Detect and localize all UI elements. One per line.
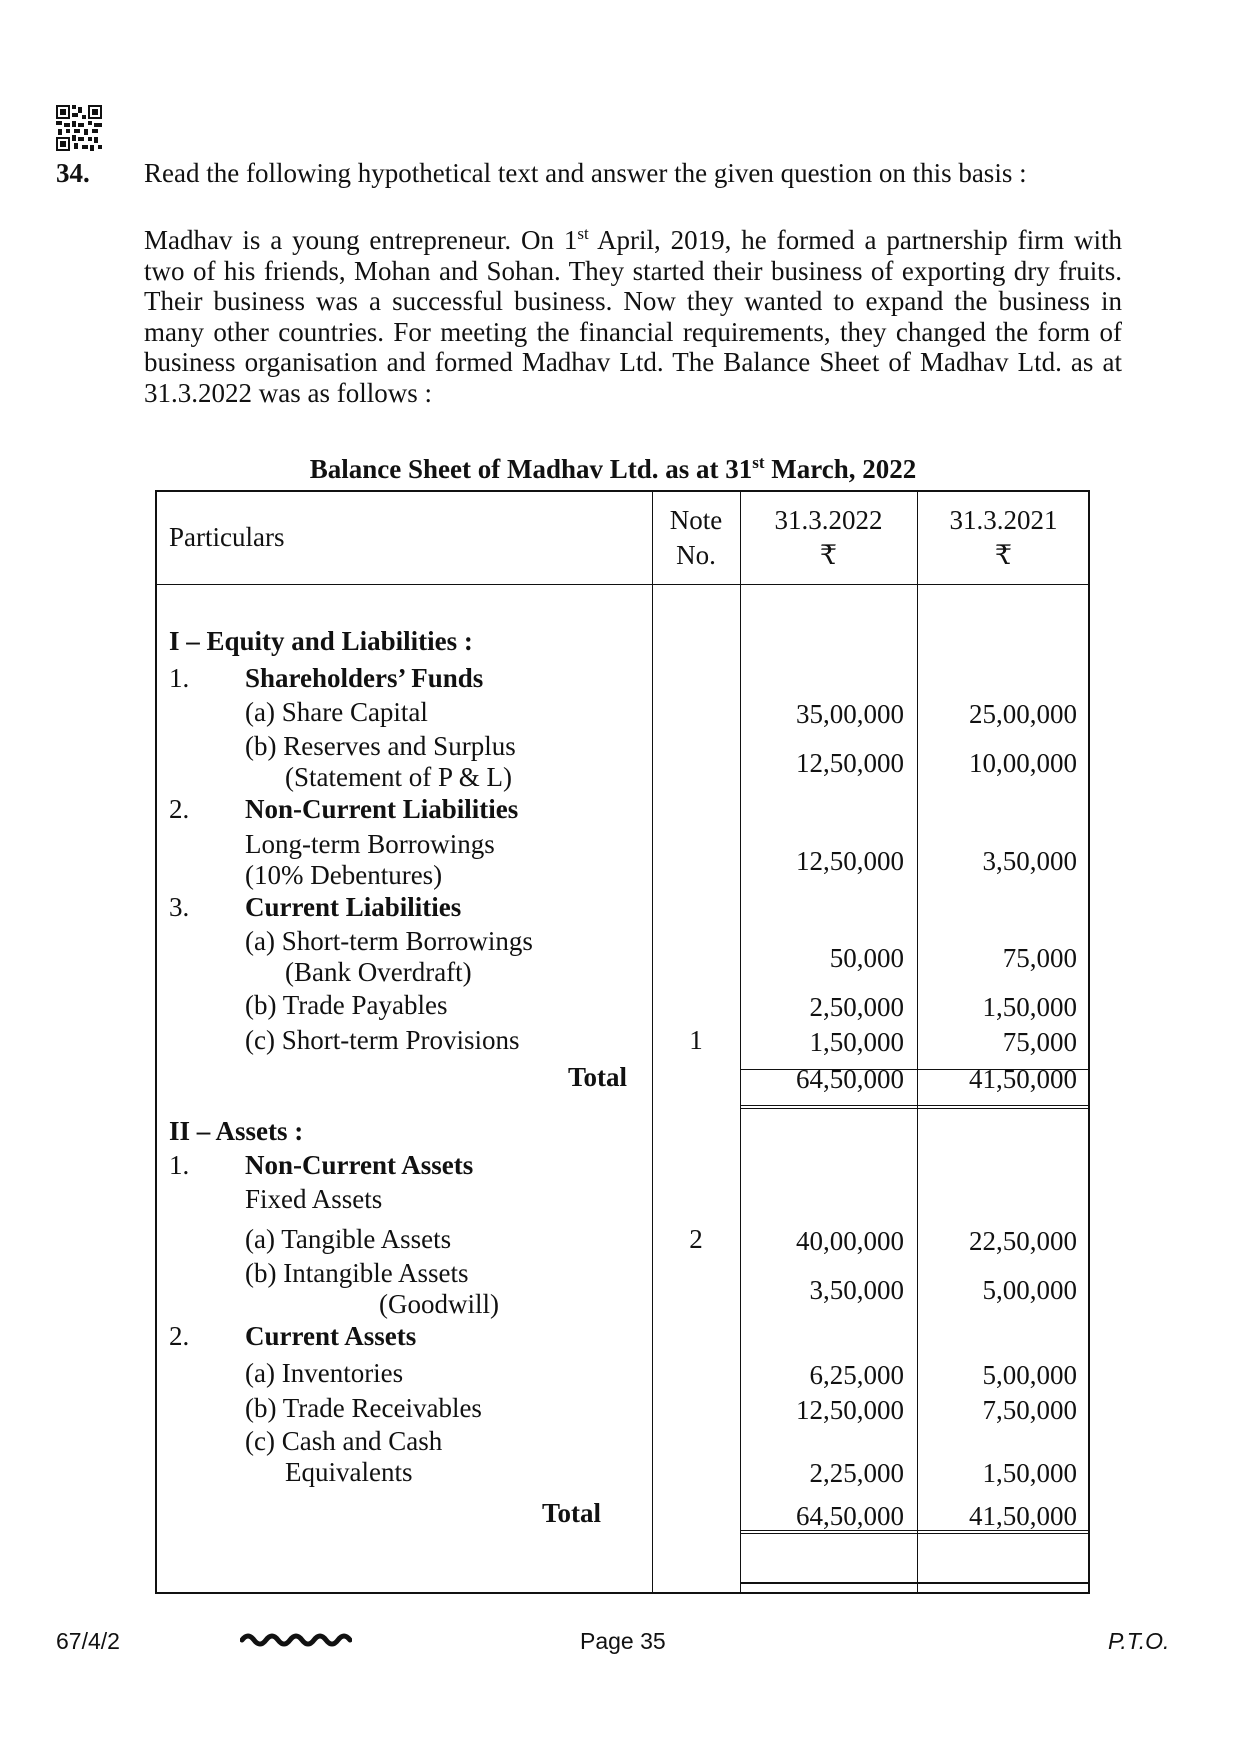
liabilities-total-2022: 64,50,000 <box>796 1064 904 1094</box>
ltb-2022: 12,50,000 <box>796 846 904 876</box>
cash-2022: 2,25,000 <box>809 1458 904 1488</box>
trade-payables-2021: 1,50,000 <box>982 992 1077 1022</box>
reserves-2022: 12,50,000 <box>796 748 904 778</box>
wave-ornament-icon <box>240 1628 352 1650</box>
header-separator <box>157 584 1088 585</box>
intangible-2021: 5,00,000 <box>982 1275 1077 1305</box>
stb-2022: 50,000 <box>829 943 904 973</box>
inventories-2022: 6,25,000 <box>809 1360 904 1390</box>
stb-2021: 75,000 <box>1002 943 1077 973</box>
row-reserves-label-1: (b) Reserves and Surplus <box>245 731 516 761</box>
row-cash-label-1: (c) Cash and Cash <box>245 1426 443 1456</box>
section-num: 3. <box>169 892 190 922</box>
cash-2021: 1,50,000 <box>982 1458 1077 1488</box>
assets-total-label: Total <box>541 1498 601 1528</box>
row-reserves-label-2: (Statement of P & L) <box>285 762 512 792</box>
section-num: 1. <box>169 1150 190 1180</box>
row-cash-label-2: Equivalents <box>285 1457 413 1487</box>
row-intangible-label-2: (Goodwill) <box>379 1289 499 1319</box>
question-number: 34. <box>56 158 90 188</box>
liabilities-total-label: Total <box>567 1062 627 1092</box>
intangible-2022: 3,50,000 <box>809 1275 904 1305</box>
stp-2022: 1,50,000 <box>809 1027 904 1057</box>
row-tangible-label: (a) Tangible Assets <box>245 1224 452 1254</box>
section-num: 2. <box>169 1321 190 1351</box>
share-capital-2021: 25,00,000 <box>969 699 1077 729</box>
tangible-note: 2 <box>689 1224 703 1254</box>
row-fixed-assets-label: Fixed Assets <box>245 1184 383 1214</box>
inventories-2021: 5,00,000 <box>982 1360 1077 1390</box>
header-note: Note No. <box>669 505 723 570</box>
section-num: 1. <box>169 663 190 693</box>
balance-sheet-table <box>155 490 1090 1594</box>
stp-2021: 75,000 <box>1002 1027 1077 1057</box>
header-2022: 31.3.2022 ₹ <box>774 505 883 570</box>
tangible-2022: 40,00,000 <box>796 1226 904 1256</box>
row-inventories-label: (a) Inventories <box>245 1358 404 1388</box>
row-stp-label: (c) Short-term Provisions <box>245 1025 520 1055</box>
section-current-assets: Current Assets <box>245 1321 417 1351</box>
tangible-2021: 22,50,000 <box>969 1226 1077 1256</box>
row-share-capital-label: (a) Share Capital <box>245 697 428 727</box>
footer-page-number: Page 35 <box>580 1628 666 1654</box>
row-trade-payables-label: (b) Trade Payables <box>245 990 448 1020</box>
section-shareholders-funds: Shareholders’ Funds <box>245 663 484 693</box>
row-trade-receivables-label: (b) Trade Receivables <box>245 1393 482 1423</box>
row-stb-label-1: (a) Short-term Borrowings <box>245 926 533 956</box>
footer-pto: P.T.O. <box>1108 1628 1170 1654</box>
trade-payables-2022: 2,50,000 <box>809 992 904 1022</box>
reserves-2021: 10,00,000 <box>969 748 1077 778</box>
section-non-current-liabilities: Non-Current Liabilities <box>245 794 519 824</box>
header-2021: 31.3.2021 ₹ <box>949 505 1058 570</box>
assets-total-2022: 64,50,000 <box>796 1501 904 1531</box>
row-stb-label-2: (Bank Overdraft) <box>285 957 472 987</box>
assets-total-rule-bottom <box>740 1582 1090 1584</box>
trade-receivables-2021: 7,50,000 <box>982 1395 1077 1425</box>
trade-receivables-2022: 12,50,000 <box>796 1395 904 1425</box>
stp-note: 1 <box>689 1025 703 1055</box>
row-ltb-label-2: (10% Debentures) <box>245 860 443 890</box>
row-intangible-label-1: (b) Intangible Assets <box>245 1258 469 1288</box>
case-text: Madhav is a young entrepreneur. On 1st April, 2019, he formed a partnership firm with two of his friends, Mohan and Sohan. They started their business of exporting dry fruits. Their business was a successful business. Now they wanted to expand the business in many other countries. For meeting the financial requirements, they changed the form of business organisation and formed Madhav Ltd. The Balance Sheet of Madhav Ltd. as at 31.3.2022 was as follows : <box>144 224 1123 408</box>
share-capital-2022: 35,00,000 <box>796 699 904 729</box>
header-particulars: Particulars <box>169 522 285 552</box>
section-non-current-assets: Non-Current Assets <box>245 1150 474 1180</box>
qr-code-icon <box>56 105 102 151</box>
balance-sheet-title: Balance Sheet of Madhav Ltd. as at 31st March, 2022 <box>309 453 917 484</box>
heading-equity-liabilities: I – Equity and Liabilities : <box>169 626 473 656</box>
heading-assets: II – Assets : <box>169 1116 304 1146</box>
footer-paper-code: 67/4/2 <box>56 1628 120 1654</box>
row-ltb-label-1: Long-term Borrowings <box>245 829 495 859</box>
section-current-liabilities: Current Liabilities <box>245 892 462 922</box>
liabilities-total-2021: 41,50,000 <box>969 1064 1077 1094</box>
ltb-2021: 3,50,000 <box>982 846 1077 876</box>
assets-total-2021: 41,50,000 <box>969 1501 1077 1531</box>
question-intro: Read the following hypothetical text and answer the given question on this basis : <box>144 158 1027 188</box>
section-num: 2. <box>169 794 190 824</box>
total-rule-double <box>740 1105 1090 1109</box>
